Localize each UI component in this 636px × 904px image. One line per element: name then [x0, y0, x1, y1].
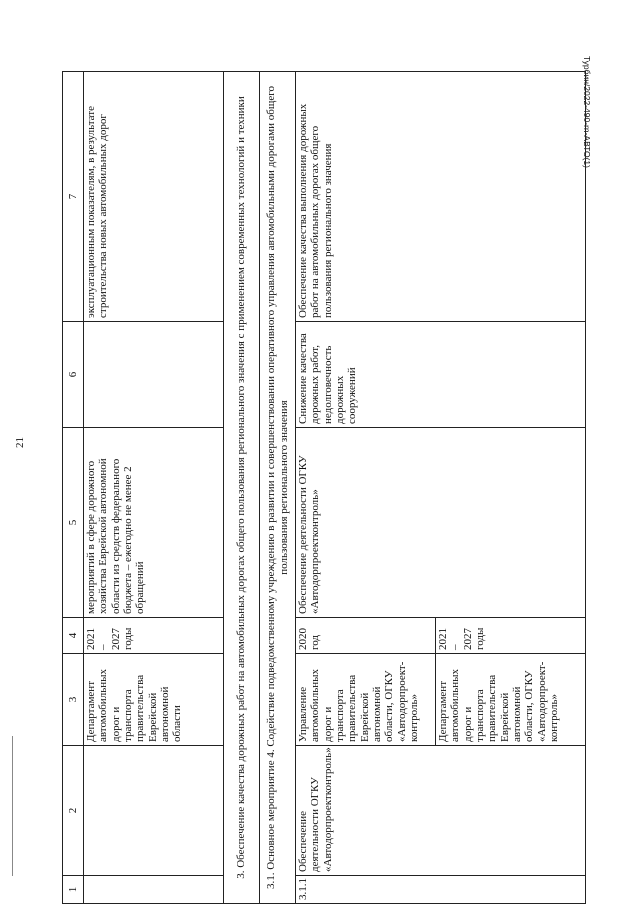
- document-code: Турбин/2022-490-rn-АВТО(1): [582, 56, 592, 168]
- cell-consequence: Снижение качества дорожных работ, недолговечность дорожных сооружений: [296, 322, 586, 428]
- cell-executor: Департамент автомобильных дорог и транспорта правительства Еврейской автономной области: [84, 654, 224, 746]
- cell-executor: Департамент автомобильных дорог и транспорта правительства Еврейской автономной области, ОГКУ «Автодорпроект-контроль»: [436, 654, 586, 746]
- section-3-title: 3. Обеспечение качества дорожных работ на автомобильных дорогах общего пользования регионального значения с применением современных технологий и техники: [224, 72, 260, 904]
- cell-result: мероприятий в сфере дорожного хозяйства Еврейской автономной области из средств федерального бюджета – ежегодно не менее 2 обращений: [84, 428, 224, 618]
- cell-period: 2021 – 2027 годы: [436, 618, 586, 654]
- section-3-1-title: 3.1. Основное мероприятие 4. Содействие подведомственному учреждению в развитии и совершенствовании оперативного управления автомобильными дорогами общего пользования регионального значения: [260, 72, 296, 904]
- header-row: [63, 72, 84, 904]
- page-number: 21: [14, 437, 26, 448]
- col-header-3: 3: [63, 654, 84, 746]
- program-table: [62, 72, 568, 904]
- subsection-row: [260, 72, 296, 904]
- cell-period: 2021 – 2027 годы: [84, 618, 224, 654]
- cell-consequence: [84, 322, 224, 428]
- col-header-1: 1: [63, 876, 84, 904]
- cell-indicator: Обеспечение качества выполнения дорожных работ на автомобильных дорогах общего пользования регионального значения: [296, 72, 586, 322]
- cell-indicator: эксплуатационным показателям, в результате строительства новых автомобильных дорог: [84, 72, 224, 322]
- col-header-4: 4: [63, 618, 84, 654]
- section-row: [224, 72, 260, 904]
- col-header-6: 6: [63, 322, 84, 428]
- cell-name: [84, 746, 224, 876]
- cell-result: Обеспечение деятельности ОГКУ «Автодорпроектконтроль»: [296, 428, 586, 618]
- cell-num: 3.1.1: [296, 876, 586, 904]
- table-row: [84, 72, 224, 904]
- col-header-7: 7: [63, 72, 84, 322]
- cell-executor: Управление автомобильных дорог и транспорта правительства Еврейской автономной области, ОГКУ «Автодорпроект-контроль»: [296, 654, 436, 746]
- cell-num: [84, 876, 224, 904]
- margin-line: [12, 736, 13, 876]
- cell-name: Обеспечение деятельности ОГКУ «Автодорпроектконтроль»: [296, 746, 586, 876]
- col-header-5: 5: [63, 428, 84, 618]
- col-header-2: 2: [63, 746, 84, 876]
- cell-period: 2020 год: [296, 618, 436, 654]
- table-row: [296, 72, 436, 904]
